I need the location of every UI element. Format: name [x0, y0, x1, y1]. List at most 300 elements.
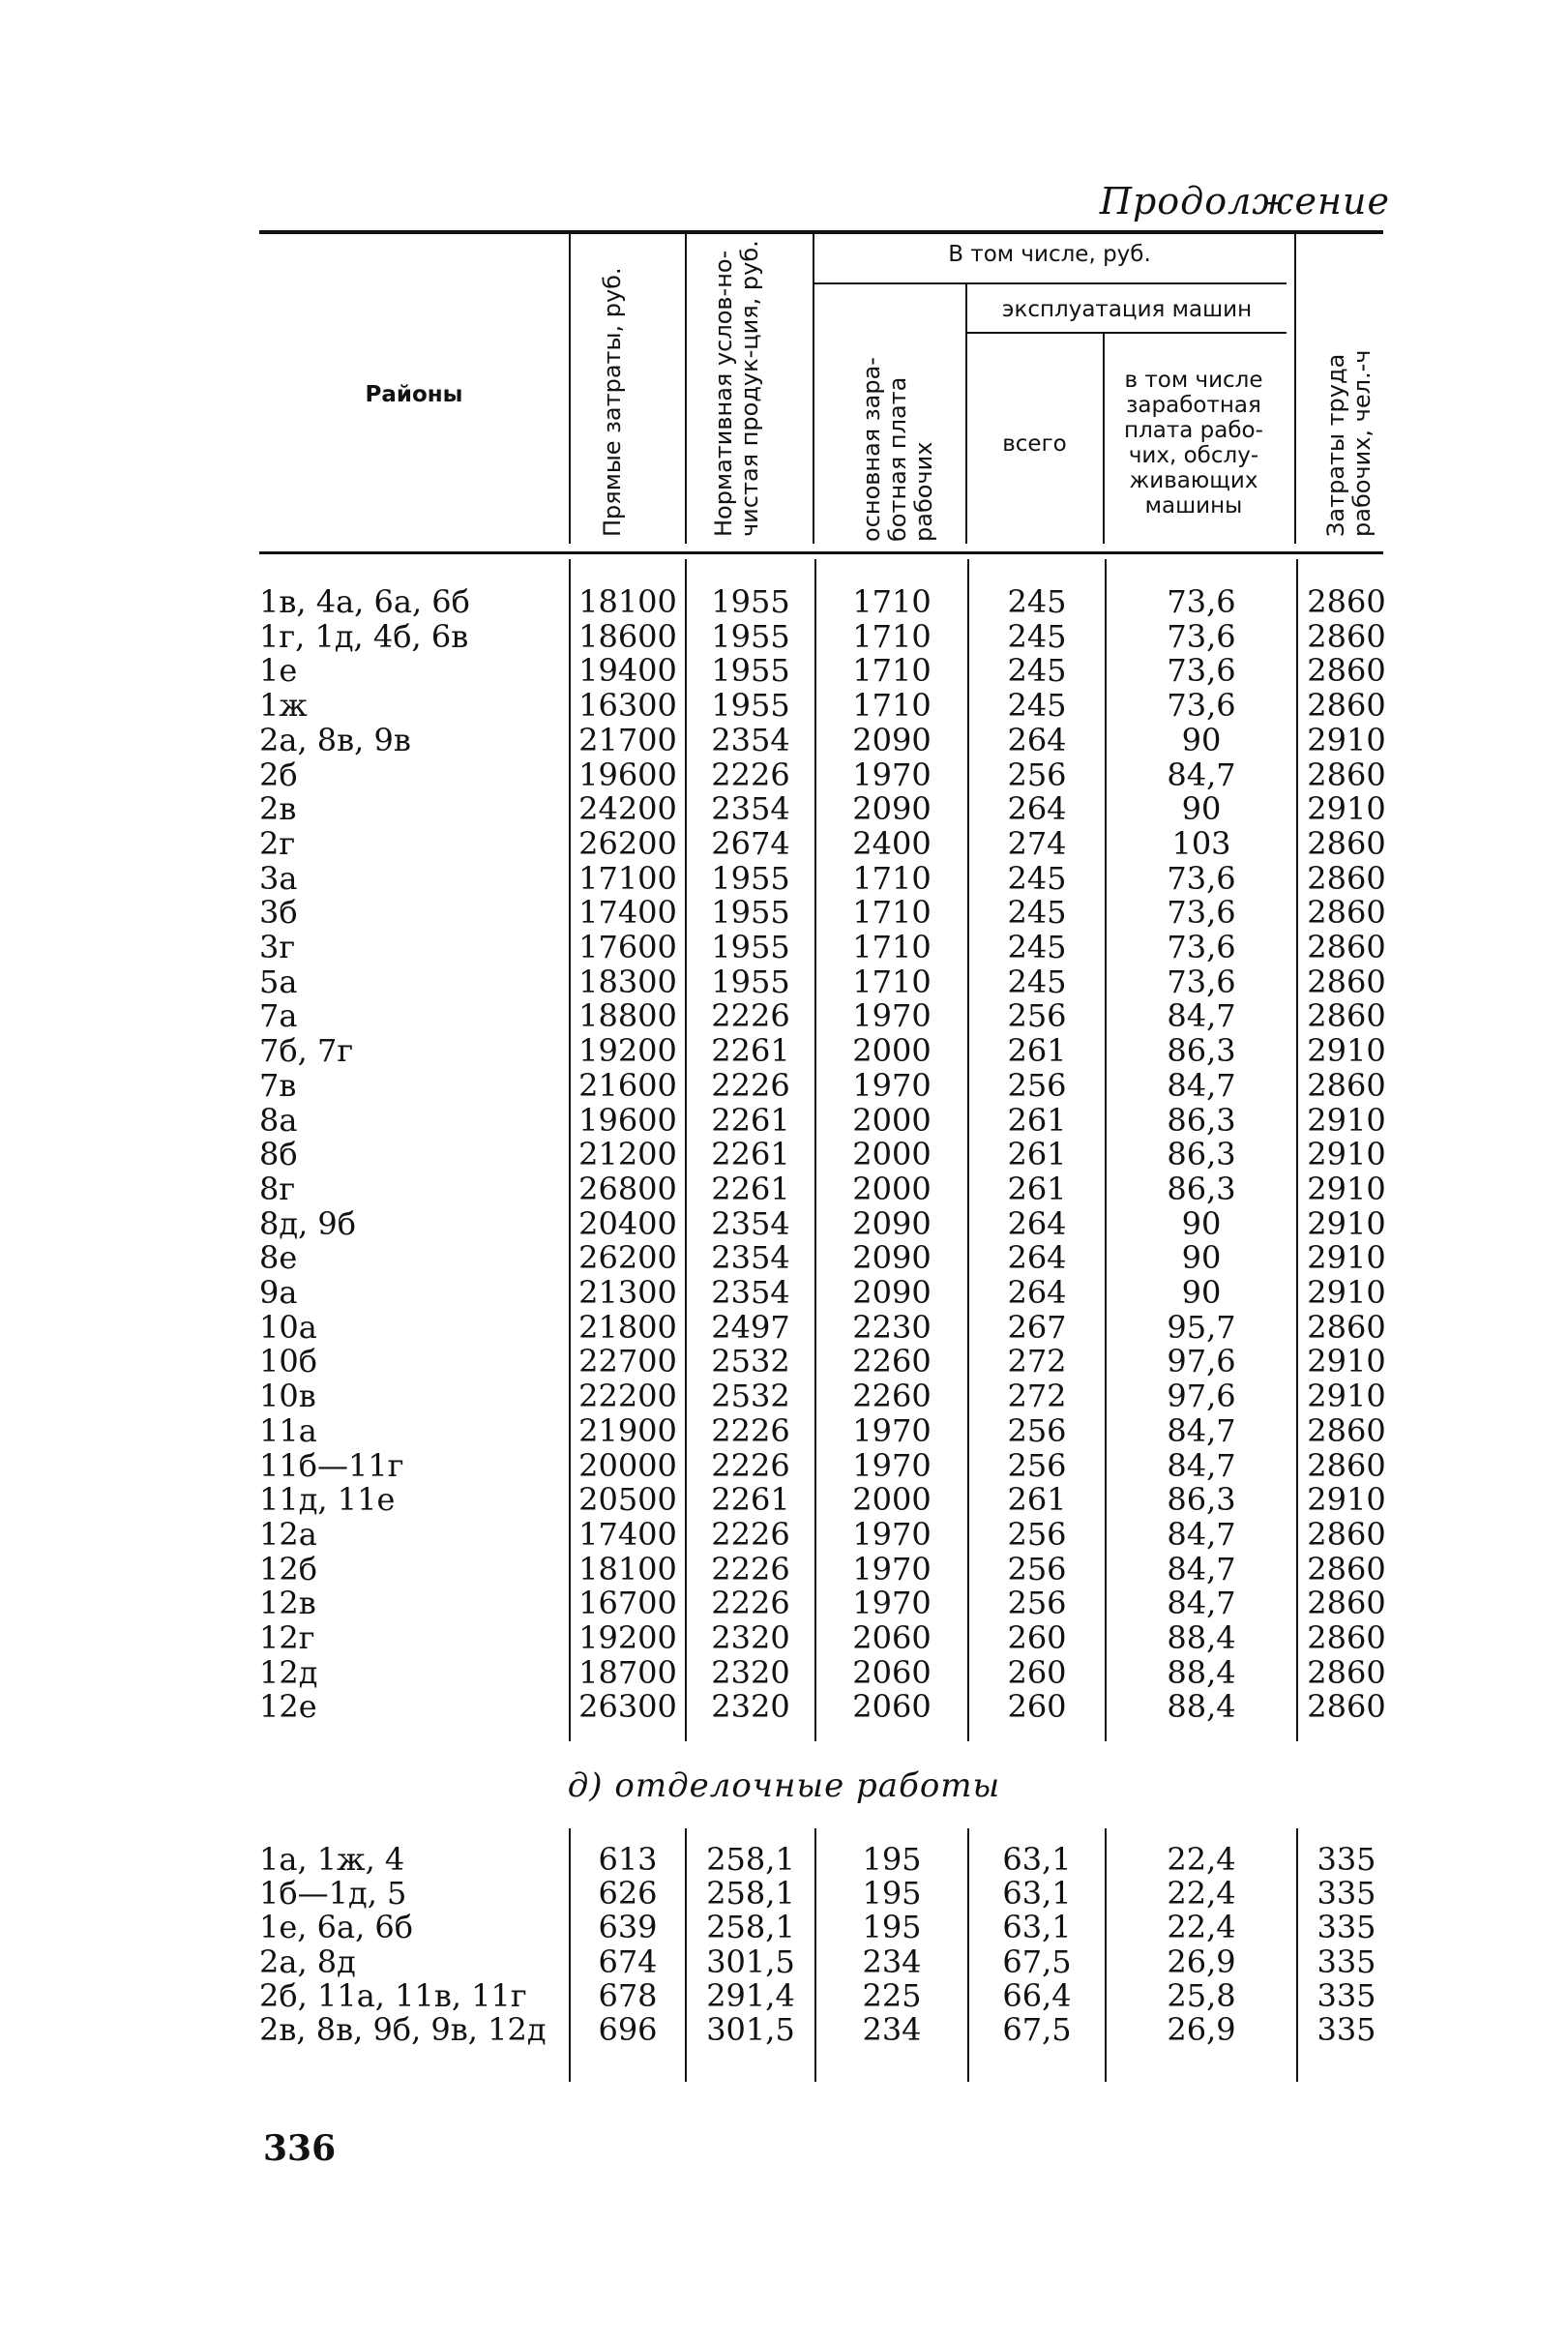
cell-direct-costs: 19600 — [578, 1101, 677, 1139]
cell-direct-costs: 19600 — [578, 756, 677, 793]
header-regions: Районы — [365, 382, 463, 407]
col-divider — [965, 284, 967, 544]
cell-normative-output: 2226 — [711, 1066, 790, 1104]
cell-direct-costs: 19400 — [578, 652, 677, 690]
cell-machine-total: 261 — [1007, 1032, 1067, 1070]
cell-labor: 2860 — [1307, 1066, 1386, 1104]
cell-normative-output: 1955 — [711, 617, 790, 655]
cell-base-wage: 2090 — [852, 721, 932, 758]
cell-base-wage: 1710 — [852, 963, 932, 1000]
cell-machine-wage: 90 — [1181, 1274, 1222, 1311]
cell-base-wage: 2400 — [852, 824, 932, 862]
cell-normative-output: 2320 — [711, 1653, 790, 1691]
table-row — [0, 1620, 1568, 1655]
cell-base-wage: 2000 — [852, 1101, 932, 1139]
cell-normative-output: 258,1 — [706, 1875, 795, 1913]
cell-machine-total: 264 — [1007, 1274, 1067, 1311]
cell-base-wage: 234 — [862, 1943, 922, 1980]
cell-base-wage: 1970 — [852, 1550, 932, 1587]
table-row — [0, 1103, 1568, 1138]
cell-machine-wage: 84,7 — [1167, 1550, 1236, 1587]
cell-direct-costs: 21300 — [578, 1274, 677, 1311]
cell-direct-costs: 678 — [598, 1976, 658, 2014]
cell-base-wage: 2060 — [852, 1688, 932, 1726]
cell-direct-costs: 26200 — [578, 1239, 677, 1277]
cell-region: 8е — [259, 1239, 298, 1277]
cell-direct-costs: 696 — [598, 2011, 658, 2048]
cell-labor: 2910 — [1307, 790, 1386, 828]
cell-labor: 2910 — [1307, 1101, 1386, 1139]
table-row — [0, 1068, 1568, 1103]
cell-labor: 335 — [1317, 1841, 1376, 1878]
cell-region: 2г — [259, 824, 296, 862]
cell-region: 8г — [259, 1170, 296, 1207]
cell-direct-costs: 17600 — [578, 929, 677, 965]
cell-region: 8а — [259, 1101, 298, 1139]
cell-region: 10б — [259, 1343, 317, 1380]
cell-machine-wage: 90 — [1181, 790, 1222, 828]
cell-machine-total: 256 — [1007, 1446, 1067, 1484]
cell-machine-total: 63,1 — [1002, 1875, 1072, 1913]
cell-machine-total: 264 — [1007, 1239, 1067, 1277]
cell-machine-wage: 73,6 — [1167, 894, 1236, 932]
cell-base-wage: 2060 — [852, 1619, 932, 1656]
cell-machine-total: 245 — [1007, 617, 1067, 655]
cell-machine-total: 256 — [1007, 1411, 1067, 1449]
cell-machine-wage: 103 — [1171, 824, 1231, 862]
cell-labor: 335 — [1317, 1875, 1376, 1913]
cell-base-wage: 2000 — [852, 1136, 932, 1173]
top-rule — [259, 230, 1383, 234]
cell-machine-wage: 22,4 — [1167, 1909, 1236, 1946]
cell-normative-output: 2261 — [711, 1481, 790, 1519]
cell-machine-wage: 73,6 — [1167, 583, 1236, 620]
table-row — [0, 1344, 1568, 1379]
table-row — [0, 998, 1568, 1033]
cell-direct-costs: 639 — [598, 1909, 658, 1946]
cell-machine-total: 260 — [1007, 1688, 1067, 1726]
cell-machine-total: 261 — [1007, 1481, 1067, 1519]
cell-direct-costs: 21600 — [578, 1066, 677, 1104]
cell-machine-wage: 22,4 — [1167, 1875, 1236, 1913]
cell-labor: 2860 — [1307, 1308, 1386, 1346]
cell-region: 12д — [259, 1653, 318, 1691]
cell-machine-wage: 84,7 — [1167, 1066, 1236, 1104]
cell-base-wage: 1710 — [852, 583, 932, 620]
cell-direct-costs: 21200 — [578, 1136, 677, 1173]
cell-machine-total: 260 — [1007, 1653, 1067, 1691]
cell-labor: 2860 — [1307, 687, 1386, 725]
cell-machine-total: 272 — [1007, 1343, 1067, 1380]
cell-machine-total: 66,4 — [1002, 1976, 1072, 2014]
col-divider — [685, 234, 687, 544]
cell-labor: 2860 — [1307, 583, 1386, 620]
table-row — [0, 1517, 1568, 1552]
cell-machine-wage: 26,9 — [1167, 1943, 1236, 1980]
cell-direct-costs: 626 — [598, 1875, 658, 1913]
cell-direct-costs: 16700 — [578, 1585, 677, 1622]
cell-direct-costs: 20400 — [578, 1204, 677, 1242]
cell-base-wage: 2000 — [852, 1481, 932, 1519]
cell-region: 11б—11г — [259, 1446, 404, 1484]
cell-machine-wage: 84,7 — [1167, 997, 1236, 1035]
cell-region: 3г — [259, 929, 296, 965]
table-row — [0, 930, 1568, 964]
table-row — [0, 1978, 1568, 2013]
table-row — [0, 1586, 1568, 1620]
cell-labor: 2860 — [1307, 1515, 1386, 1553]
cell-region: 12б — [259, 1550, 317, 1587]
cell-normative-output: 1955 — [711, 687, 790, 725]
cell-machine-wage: 86,3 — [1167, 1032, 1236, 1070]
cell-machine-total: 260 — [1007, 1619, 1067, 1656]
table-row — [0, 1413, 1568, 1448]
cell-base-wage: 1710 — [852, 859, 932, 897]
cell-direct-costs: 18800 — [578, 997, 677, 1035]
cell-normative-output: 2226 — [711, 997, 790, 1035]
cell-direct-costs: 18700 — [578, 1653, 677, 1691]
col-divider — [1294, 234, 1296, 544]
cell-labor: 2910 — [1307, 1204, 1386, 1242]
cell-labor: 2860 — [1307, 1411, 1386, 1449]
cell-region: 2а, 8в, 9в — [259, 721, 411, 758]
cell-machine-total: 256 — [1007, 756, 1067, 793]
cell-region: 11д, 11е — [259, 1481, 396, 1519]
cell-base-wage: 2090 — [852, 1274, 932, 1311]
table-row — [0, 1552, 1568, 1587]
cell-labor: 335 — [1317, 2011, 1376, 2048]
cell-region: 7а — [259, 997, 298, 1035]
cell-region: 1е — [259, 652, 298, 690]
cell-normative-output: 2354 — [711, 1239, 790, 1277]
cell-machine-total: 245 — [1007, 894, 1067, 932]
cell-direct-costs: 20000 — [578, 1446, 677, 1484]
cell-machine-total: 261 — [1007, 1136, 1067, 1173]
cell-labor: 2910 — [1307, 1136, 1386, 1173]
table-row — [0, 1482, 1568, 1517]
cell-normative-output: 2354 — [711, 1274, 790, 1311]
cell-base-wage: 1970 — [852, 1585, 932, 1622]
cell-machine-wage: 22,4 — [1167, 1841, 1236, 1878]
cell-machine-wage: 86,3 — [1167, 1136, 1236, 1173]
cell-labor: 2910 — [1307, 1239, 1386, 1277]
cell-machine-total: 245 — [1007, 929, 1067, 965]
table-row — [0, 1689, 1568, 1724]
cell-labor: 2910 — [1307, 1170, 1386, 1207]
cell-direct-costs: 22700 — [578, 1343, 677, 1380]
col-divider — [569, 234, 571, 544]
cell-labor: 335 — [1317, 1943, 1376, 1980]
page-number: 336 — [263, 2128, 337, 2169]
cell-machine-total: 261 — [1007, 1170, 1067, 1207]
machine-group-rule — [967, 332, 1287, 334]
cell-machine-wage: 73,6 — [1167, 929, 1236, 965]
cell-base-wage: 1710 — [852, 929, 932, 965]
cell-machine-total: 256 — [1007, 1585, 1067, 1622]
table-row — [0, 1876, 1568, 1911]
cell-direct-costs: 21900 — [578, 1411, 677, 1449]
cell-base-wage: 195 — [862, 1875, 922, 1913]
cell-normative-output: 2226 — [711, 1515, 790, 1553]
cell-base-wage: 2260 — [852, 1378, 932, 1415]
cell-direct-costs: 19200 — [578, 1032, 677, 1070]
cell-base-wage: 234 — [862, 2011, 922, 2048]
cell-labor: 2860 — [1307, 894, 1386, 932]
cell-normative-output: 2354 — [711, 790, 790, 828]
cell-region: 1ж — [259, 687, 308, 725]
cell-labor: 2860 — [1307, 1550, 1386, 1587]
cell-machine-wage: 26,9 — [1167, 2011, 1236, 2048]
cell-machine-total: 63,1 — [1002, 1909, 1072, 1946]
cell-region: 8б — [259, 1136, 298, 1173]
cell-base-wage: 2090 — [852, 1204, 932, 1242]
table-row — [0, 826, 1568, 861]
cell-machine-wage: 73,6 — [1167, 687, 1236, 725]
table-row — [0, 861, 1568, 896]
cell-base-wage: 1710 — [852, 652, 932, 690]
cell-machine-wage: 73,6 — [1167, 859, 1236, 897]
cell-base-wage: 1970 — [852, 756, 932, 793]
cell-machine-wage: 97,6 — [1167, 1343, 1236, 1380]
cell-machine-wage: 90 — [1181, 1204, 1222, 1242]
cell-normative-output: 2261 — [711, 1136, 790, 1173]
cell-direct-costs: 21800 — [578, 1308, 677, 1346]
cell-direct-costs: 18600 — [578, 617, 677, 655]
cell-machine-total: 245 — [1007, 583, 1067, 620]
table-row — [0, 1033, 1568, 1068]
header-normative-output: Нормативная услов-но-чистая продук-ция, руб. — [710, 240, 763, 537]
cell-machine-total: 264 — [1007, 1204, 1067, 1242]
cell-normative-output: 1955 — [711, 929, 790, 965]
table-row — [0, 1275, 1568, 1310]
cell-labor: 2860 — [1307, 1619, 1386, 1656]
cell-labor: 2860 — [1307, 1585, 1386, 1622]
cell-region: 11а — [259, 1411, 317, 1449]
cell-base-wage: 2060 — [852, 1653, 932, 1691]
cell-base-wage: 2260 — [852, 1343, 932, 1380]
cell-machine-wage: 84,7 — [1167, 1585, 1236, 1622]
cell-machine-wage: 73,6 — [1167, 963, 1236, 1000]
cell-base-wage: 225 — [862, 1976, 922, 2014]
cell-normative-output: 2354 — [711, 721, 790, 758]
cell-direct-costs: 18100 — [578, 1550, 677, 1587]
cell-region: 10а — [259, 1308, 317, 1346]
cell-machine-wage: 86,3 — [1167, 1481, 1236, 1519]
cell-normative-output: 2320 — [711, 1619, 790, 1656]
cell-machine-total: 256 — [1007, 1515, 1067, 1553]
cell-region: 3б — [259, 894, 298, 932]
cell-direct-costs: 17100 — [578, 859, 677, 897]
table-row — [0, 1379, 1568, 1413]
cell-base-wage: 195 — [862, 1909, 922, 1946]
cell-base-wage: 195 — [862, 1841, 922, 1878]
cell-base-wage: 1970 — [852, 1066, 932, 1104]
header-machine-group: эксплуатация машин — [1001, 297, 1253, 322]
cell-labor: 335 — [1317, 1909, 1376, 1946]
cell-labor: 2910 — [1307, 1032, 1386, 1070]
cell-normative-output: 2532 — [711, 1343, 790, 1380]
cell-base-wage: 2000 — [852, 1032, 932, 1070]
cell-normative-output: 1955 — [711, 652, 790, 690]
header-base-wage: основная зара-ботная плата рабочих — [858, 357, 937, 542]
cell-region: 12в — [259, 1585, 316, 1622]
cell-machine-wage: 90 — [1181, 721, 1222, 758]
cell-region: 12а — [259, 1515, 317, 1553]
cell-normative-output: 2261 — [711, 1170, 790, 1207]
cell-labor: 2860 — [1307, 1688, 1386, 1726]
cell-machine-wage: 73,6 — [1167, 652, 1236, 690]
table-row — [0, 1137, 1568, 1172]
cell-region: 3а — [259, 859, 298, 897]
cell-direct-costs: 26300 — [578, 1688, 677, 1726]
cell-machine-wage: 73,6 — [1167, 617, 1236, 655]
cell-normative-output: 2261 — [711, 1032, 790, 1070]
cell-machine-total: 272 — [1007, 1378, 1067, 1415]
cell-machine-total: 256 — [1007, 1066, 1067, 1104]
cell-region: 7б, 7г — [259, 1032, 354, 1070]
cell-direct-costs: 19200 — [578, 1619, 677, 1656]
header-incl-group: В том числе, руб. — [948, 242, 1151, 267]
cell-labor: 2910 — [1307, 1481, 1386, 1519]
cell-region: 2в, 8в, 9б, 9в, 12д — [259, 2011, 547, 2048]
table-row — [0, 791, 1568, 826]
cell-machine-total: 256 — [1007, 997, 1067, 1035]
col-divider — [1103, 334, 1105, 544]
table-row — [0, 653, 1568, 688]
cell-normative-output: 258,1 — [706, 1909, 795, 1946]
cell-labor: 2860 — [1307, 997, 1386, 1035]
cell-labor: 2860 — [1307, 929, 1386, 965]
cell-base-wage: 1710 — [852, 894, 932, 932]
table-row — [0, 2012, 1568, 2047]
table-row — [0, 1842, 1568, 1877]
cell-region: 1е, 6а, 6б — [259, 1909, 414, 1946]
table-row — [0, 688, 1568, 723]
header-direct-costs: Прямые затраты, руб. — [599, 267, 626, 537]
cell-normative-output: 2226 — [711, 756, 790, 793]
cell-normative-output: 2674 — [711, 824, 790, 862]
table-row — [0, 1172, 1568, 1206]
table-row — [0, 584, 1568, 619]
cell-machine-total: 245 — [1007, 687, 1067, 725]
header-incl-wage: в том числе заработная плата рабо-чих, обслу-живающих машины — [1124, 368, 1263, 519]
cell-region: 1а, 1ж, 4 — [259, 1841, 405, 1878]
cell-labor: 2860 — [1307, 859, 1386, 897]
cell-normative-output: 1955 — [711, 894, 790, 932]
cell-machine-total: 67,5 — [1002, 2011, 1072, 2048]
cell-region: 12е — [259, 1688, 317, 1726]
cell-direct-costs: 17400 — [578, 894, 677, 932]
cell-region: 10в — [259, 1378, 316, 1415]
cell-normative-output: 2497 — [711, 1308, 790, 1346]
cell-machine-total: 245 — [1007, 859, 1067, 897]
cell-normative-output: 301,5 — [706, 2011, 795, 2048]
cell-machine-total: 63,1 — [1002, 1841, 1072, 1878]
cell-direct-costs: 674 — [598, 1943, 658, 1980]
cell-machine-total: 256 — [1007, 1550, 1067, 1587]
cell-direct-costs: 20500 — [578, 1481, 677, 1519]
cell-direct-costs: 16300 — [578, 687, 677, 725]
cell-normative-output: 2354 — [711, 1204, 790, 1242]
cell-direct-costs: 26200 — [578, 824, 677, 862]
cell-machine-wage: 84,7 — [1167, 1446, 1236, 1484]
cell-machine-total: 245 — [1007, 652, 1067, 690]
cell-labor: 2860 — [1307, 652, 1386, 690]
cell-base-wage: 1970 — [852, 1515, 932, 1553]
table-row — [0, 757, 1568, 792]
table-row — [0, 895, 1568, 930]
cell-machine-wage: 86,3 — [1167, 1101, 1236, 1139]
cell-machine-total: 264 — [1007, 790, 1067, 828]
cell-machine-wage: 25,8 — [1167, 1976, 1236, 2014]
cell-labor: 335 — [1317, 1976, 1376, 2014]
table-row — [0, 964, 1568, 999]
table-row — [0, 619, 1568, 654]
cell-machine-wage: 95,7 — [1167, 1308, 1236, 1346]
cell-machine-total: 261 — [1007, 1101, 1067, 1139]
cell-labor: 2860 — [1307, 1653, 1386, 1691]
cell-direct-costs: 24200 — [578, 790, 677, 828]
cell-machine-wage: 90 — [1181, 1239, 1222, 1277]
cell-labor: 2860 — [1307, 963, 1386, 1000]
cell-normative-output: 1955 — [711, 583, 790, 620]
table-row — [0, 1206, 1568, 1241]
cell-base-wage: 1970 — [852, 997, 932, 1035]
cell-base-wage: 2000 — [852, 1170, 932, 1207]
cell-machine-total: 264 — [1007, 721, 1067, 758]
section-title: д) отделочные работы — [567, 1766, 1001, 1805]
cell-normative-output: 291,4 — [706, 1976, 795, 2014]
cell-machine-wage: 84,7 — [1167, 756, 1236, 793]
table-row — [0, 1448, 1568, 1483]
cell-machine-wage: 88,4 — [1167, 1619, 1236, 1656]
cell-base-wage: 1970 — [852, 1411, 932, 1449]
cell-region: 12г — [259, 1619, 315, 1656]
cell-labor: 2860 — [1307, 617, 1386, 655]
cell-direct-costs: 17400 — [578, 1515, 677, 1553]
col-divider — [813, 234, 814, 544]
cell-base-wage: 2090 — [852, 790, 932, 828]
cell-base-wage: 2230 — [852, 1308, 932, 1346]
table-row — [0, 723, 1568, 757]
cell-region: 7в — [259, 1066, 297, 1104]
cell-normative-output: 1955 — [711, 859, 790, 897]
cell-direct-costs: 22200 — [578, 1378, 677, 1415]
cell-region: 2б, 11а, 11в, 11г — [259, 1976, 527, 2014]
header-labor: Затраты труда рабочих, чел.-ч — [1322, 349, 1376, 537]
cell-labor: 2910 — [1307, 721, 1386, 758]
cell-region: 8д, 9б — [259, 1204, 357, 1242]
cell-machine-wage: 88,4 — [1167, 1653, 1236, 1691]
cell-direct-costs: 21700 — [578, 721, 677, 758]
cell-labor: 2910 — [1307, 1274, 1386, 1311]
cell-machine-total: 245 — [1007, 963, 1067, 1000]
cell-labor: 2910 — [1307, 1378, 1386, 1415]
cell-normative-output: 1955 — [711, 963, 790, 1000]
cell-labor: 2860 — [1307, 824, 1386, 862]
table-row — [0, 1240, 1568, 1275]
cell-region: 1г, 1д, 4б, 6в — [259, 617, 469, 655]
cell-machine-wage: 97,6 — [1167, 1378, 1236, 1415]
cell-machine-total: 67,5 — [1002, 1943, 1072, 1980]
cell-region: 5а — [259, 963, 298, 1000]
cell-direct-costs: 18100 — [578, 583, 677, 620]
cell-machine-wage: 84,7 — [1167, 1411, 1236, 1449]
cell-normative-output: 2532 — [711, 1378, 790, 1415]
cell-direct-costs: 26800 — [578, 1170, 677, 1207]
cell-region: 1в, 4а, 6а, 6б — [259, 583, 470, 620]
cell-base-wage: 2090 — [852, 1239, 932, 1277]
